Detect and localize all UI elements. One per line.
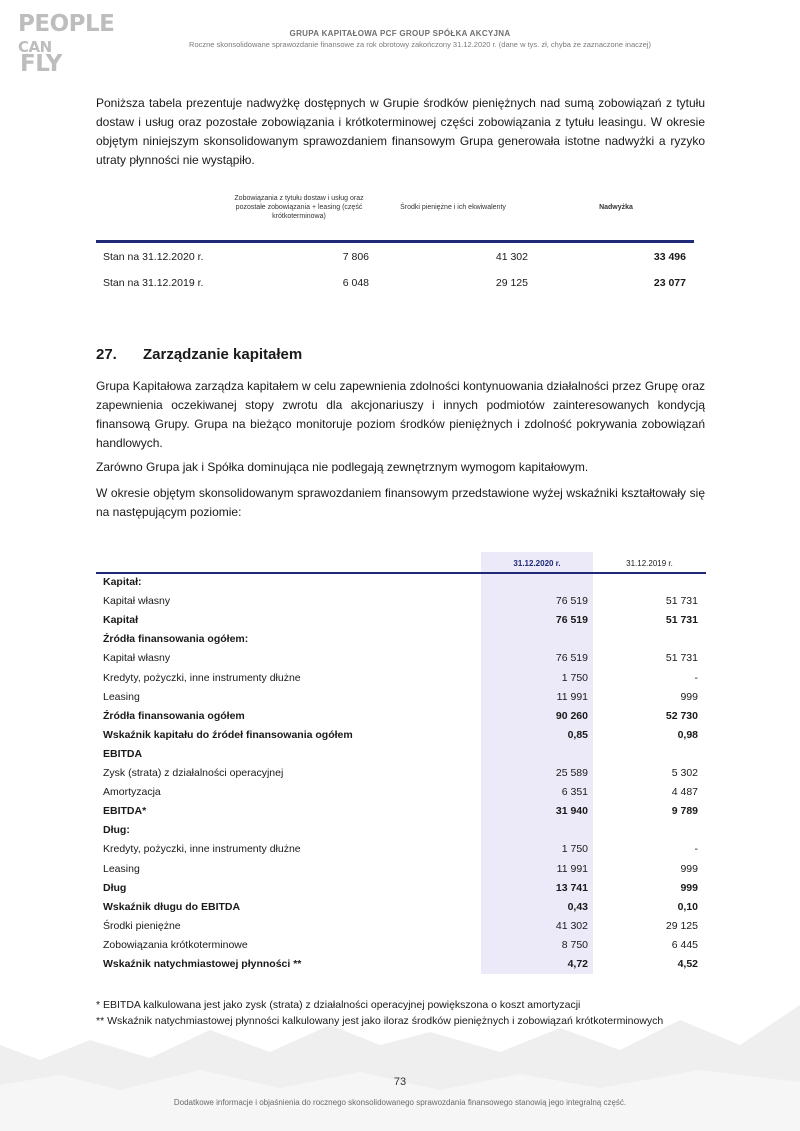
- row-value-2019: 999: [680, 690, 698, 703]
- row-label: Wskaźnik kapitału do źródeł finansowania ogółem: [103, 728, 353, 741]
- document-header-subtitle: Roczne skonsolidowane sprawozdanie finansowe za rok obrotowy zakończony 31.12.2020 r. (dane w tys. zł, chyba że zaznaczone inaczej): [189, 40, 651, 49]
- row-label: Dług:: [103, 824, 130, 837]
- row-label: Kapitał: [103, 614, 139, 627]
- surplus-header-rule: [96, 240, 694, 243]
- table-row: [96, 691, 706, 710]
- row-value-2020: 76 519: [555, 614, 588, 627]
- row-label: Kredyty, pożyczki, inne instrumenty dłużne: [103, 843, 301, 856]
- row-value-2020: 76 519: [555, 652, 588, 665]
- row-value-2019: 51 731: [665, 652, 698, 665]
- row-label: Stan na 31.12.2019 r.: [103, 277, 204, 289]
- paragraph-capital-management: Grupa Kapitałowa zarządza kapitałem w celu zapewnienia zdolności kontynuowania działalności przez Grupę oraz zapewnienia oczekiwanej stopy zwrotu dla akcjonariuszy i innych podmiotów zainteresowanych kondycją finansową Grupy. Grupa na bieżąco monitoruje poziom środków pieniężnych i zdolność pokrywania zobowiązań handlowych.: [96, 379, 705, 450]
- row-value-2019: 51 731: [665, 614, 698, 627]
- row-value-2020: 76 519: [555, 595, 588, 608]
- intro-paragraph: Poniższa tabela prezentuje nadwyżkę dostępnych w Grupie środków pieniężnych nad sumą zobowiązań z tytułu dostaw i usług oraz pozostałe zobowiązania i krótkoterminowej części zobowiązania z tytułu leasingu. W okresie objętym niniejszym skonsolidowanym sprawozdaniem finansowym Grupa generowała istotne nadwyżki a ryzyko utraty płynności nie wystąpiło.: [96, 96, 705, 167]
- row-value-2019: 9 789: [671, 805, 698, 818]
- row-liabilities: 7 806: [342, 251, 369, 263]
- row-label: EBITDA: [103, 747, 143, 760]
- row-cash: 41 302: [495, 251, 528, 263]
- row-label: Leasing: [103, 862, 140, 875]
- table-row: [96, 901, 706, 920]
- table-row: [96, 277, 694, 297]
- row-value-2019: 6 445: [671, 938, 698, 951]
- table-row: [96, 251, 694, 271]
- table-row: [96, 710, 706, 729]
- table-row: [96, 920, 706, 939]
- logo-line-3: FLY: [20, 51, 62, 78]
- row-label: Leasing: [103, 690, 140, 703]
- row-value-2020: 41 302: [555, 919, 588, 932]
- page-footer: Dodatkowe informacje i objaśnienia do rocznego skonsolidowanego sprawozdania finansowego stanowią jego integralną część.: [173, 1098, 627, 1107]
- table-row: [96, 882, 706, 901]
- row-value-2019: 4,52: [677, 958, 698, 970]
- row-label: Źródła finansowania ogółem:: [103, 633, 249, 646]
- logo-line-1: PEOPLE: [18, 11, 115, 37]
- table-row: [96, 595, 706, 614]
- row-label: Amortyzacja: [103, 786, 161, 799]
- row-label: Środki pieniężne: [103, 919, 181, 932]
- paragraph-external-requirements: Zarówno Grupa jak i Spółka dominująca nie podlegają zewnętrznym wymogom kapitałowym.: [96, 460, 589, 474]
- row-value-2020: 31 940: [555, 805, 588, 818]
- header-rule: [96, 572, 706, 574]
- page-number: 73: [393, 1076, 407, 1088]
- table-row: [96, 652, 706, 671]
- row-value-2020: 0,43: [567, 900, 588, 913]
- table-row: [96, 729, 706, 748]
- row-label: Wskaźnik natychmiastowej płynności **: [103, 958, 302, 970]
- row-value-2019: -: [694, 671, 698, 684]
- table-row: [96, 939, 706, 958]
- row-label: Kredyty, pożyczki, inne instrumenty dłużne: [103, 671, 301, 684]
- section-number: 27.: [96, 346, 117, 363]
- mountain-background-graphic: [0, 990, 800, 1131]
- row-value-2019: 0,98: [677, 728, 698, 741]
- surplus-header-cash: Środki pieniężne i ich ekwiwalenty: [400, 204, 506, 211]
- table-row: [96, 843, 706, 862]
- logo-line-2: CAN: [18, 37, 52, 56]
- row-value-2019: 4 487: [671, 786, 698, 799]
- row-value-2020: 11 991: [556, 690, 588, 703]
- row-cash: 29 125: [495, 277, 528, 289]
- table-row: [96, 767, 706, 786]
- row-label: Kapitał własny: [103, 652, 171, 665]
- row-value-2019: 0,10: [677, 900, 698, 913]
- row-value-2019: 52 730: [665, 709, 698, 722]
- surplus-header-surplus: Nadwyżka: [599, 204, 633, 211]
- table-row: [96, 805, 706, 824]
- row-liabilities: 6 048: [342, 277, 369, 289]
- footnote-ebitda: * EBITDA kalkulowana jest jako zysk (strata) z działalności operacyjnej powiększona o koszt amortyzacji: [96, 999, 581, 1011]
- table-row: [96, 576, 706, 595]
- row-label: Kapitał własny: [103, 595, 171, 608]
- row-value-2019: 29 125: [665, 919, 698, 932]
- row-label: Wskaźnik długu do EBITDA: [103, 900, 241, 913]
- row-value-2020: 4,72: [567, 958, 588, 970]
- row-value-2019: 999: [680, 862, 698, 875]
- row-label: Zysk (strata) z działalności operacyjnej: [103, 767, 284, 779]
- table-row: [96, 672, 706, 691]
- row-value-2019: -: [694, 843, 698, 856]
- row-label: Stan na 31.12.2020 r.: [103, 251, 204, 263]
- table-row: [96, 824, 706, 843]
- table-row: [96, 863, 706, 882]
- row-value-2019: 999: [680, 881, 698, 894]
- row-value-2020: 11 991: [556, 862, 588, 875]
- paragraph-ratios-intro: W okresie objętym skonsolidowanym sprawozdaniem finansowym przedstawione wyżej wskaźniki kształtowały się na następującym poziomie:: [96, 486, 705, 519]
- section-title: Zarządzanie kapitałem: [143, 346, 303, 363]
- row-surplus: 23 077: [653, 277, 686, 289]
- surplus-header-liabilities: Zobowiązania z tytułu dostaw i usług oraz pozostałe zobowiązania + leasing (część krótkoterminowa): [234, 195, 364, 220]
- row-label: Zobowiązania krótkoterminowe: [103, 938, 248, 951]
- table-row: [96, 958, 706, 977]
- row-value-2020: 25 589: [555, 767, 588, 779]
- column-header-2020: 31.12.2020 r.: [513, 559, 561, 568]
- row-label: Kapitał:: [103, 576, 142, 588]
- row-value-2020: 0,85: [567, 728, 588, 741]
- footnote-liquidity: ** Wskaźnik natychmiastowej płynności kalkulowany jest jako iloraz środków pieniężnych i zobowiązań krótkoterminowych: [96, 1015, 664, 1027]
- row-label: Dług: [103, 881, 127, 894]
- row-value-2020: 13 741: [555, 881, 588, 894]
- row-value-2020: 1 750: [561, 671, 588, 684]
- table-row: [96, 614, 706, 633]
- row-value-2020: 8 750: [561, 938, 588, 951]
- section-heading: [96, 346, 302, 363]
- row-value-2019: 51 731: [665, 595, 698, 608]
- row-value-2020: 6 351: [561, 786, 588, 799]
- row-label: EBITDA*: [103, 805, 147, 818]
- document-header-title: GRUPA KAPITAŁOWA PCF GROUP SPÓŁKA AKCYJNA: [289, 29, 511, 38]
- table-row: [96, 633, 706, 652]
- table-row: [96, 786, 706, 805]
- table-row: [96, 748, 706, 767]
- row-value-2019: 5 302: [671, 767, 698, 779]
- row-value-2020: 90 260: [555, 709, 588, 722]
- row-surplus: 33 496: [653, 251, 686, 263]
- column-header-2019: 31.12.2019 r.: [626, 559, 673, 568]
- row-value-2020: 1 750: [561, 843, 588, 856]
- row-label: Źródła finansowania ogółem: [103, 709, 245, 722]
